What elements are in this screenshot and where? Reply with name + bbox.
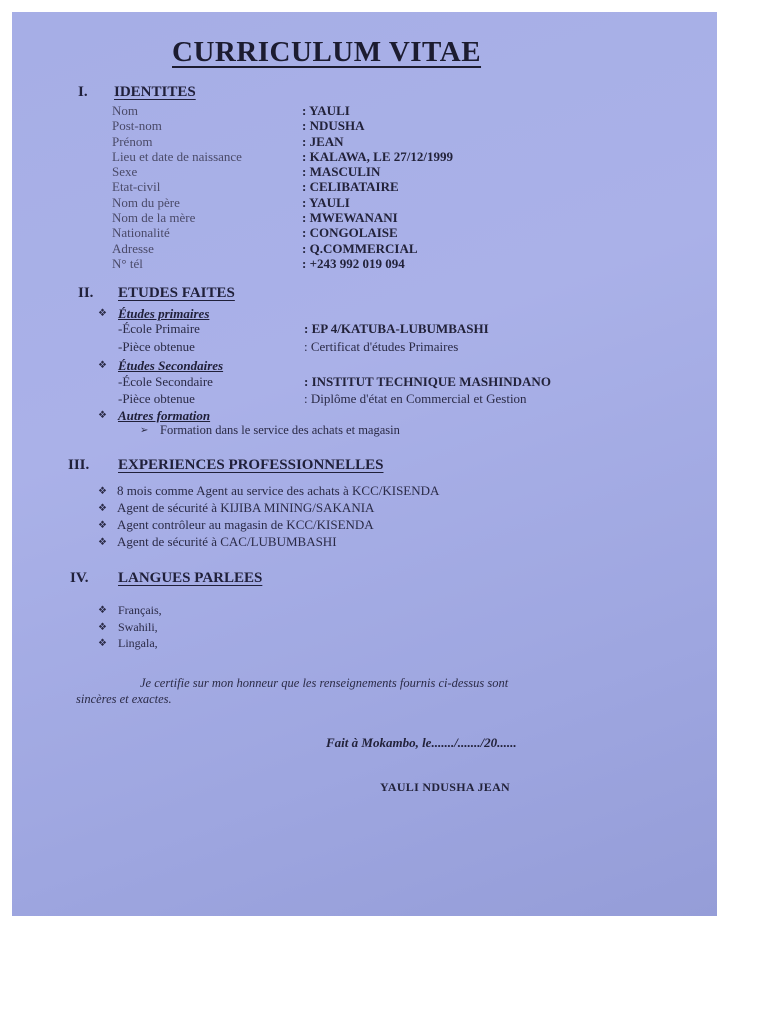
- identity-row: [12, 241, 717, 256]
- diamond-bullet-icon: ❖: [98, 520, 107, 531]
- identity-value: : CELIBATAIRE: [302, 179, 399, 195]
- identity-label: Adresse: [112, 240, 154, 256]
- certification-line: sincères et exactes.: [76, 692, 172, 706]
- page-title: CURRICULUM VITAE: [172, 36, 482, 68]
- identity-value: : MASCULIN: [302, 164, 381, 180]
- diamond-bullet-icon: ❖: [98, 622, 107, 633]
- identity-list: [12, 103, 717, 271]
- identity-label: N° tél: [112, 255, 143, 271]
- experience-item: 8 mois comme Agent au service des achats à KCC/KISENDA: [117, 483, 440, 498]
- primary-school-label: -École Primaire: [118, 321, 200, 336]
- identity-row: [12, 164, 717, 179]
- identity-row: [12, 210, 717, 225]
- identity-value: : JEAN: [302, 133, 344, 149]
- identity-value: : Q.COMMERCIAL: [302, 240, 418, 256]
- identity-label: Lieu et date de naissance: [112, 148, 242, 164]
- subsection-title-secondaires: Études Secondaires: [118, 358, 224, 373]
- section-title-identites: IDENTITES: [114, 84, 196, 100]
- identity-label: Prénom: [112, 133, 153, 149]
- secondary-diploma-label: -Pièce obtenue: [118, 391, 195, 406]
- identity-value: : YAULI: [302, 103, 350, 118]
- section-number-experiences: III.: [68, 457, 90, 473]
- diamond-bullet-icon: ❖: [98, 537, 107, 548]
- identity-value: : YAULI: [302, 194, 350, 210]
- identity-label: Nationalité: [112, 225, 170, 241]
- language-item: Français,: [118, 603, 162, 617]
- experience-item: Agent de sécurité à CAC/LUBUMBASHI: [117, 534, 337, 549]
- experience-item: Agent de sécurité à KIJIBA MINING/SAKANIA: [117, 500, 375, 515]
- diamond-bullet-icon: ❖: [98, 360, 107, 371]
- identity-row: [12, 256, 717, 271]
- identity-row: [12, 195, 717, 210]
- subsection-title-autres: Autres formation: [118, 408, 211, 423]
- arrow-bullet-icon: ➢: [140, 425, 149, 436]
- identity-value: : CONGOLAISE: [302, 225, 398, 241]
- identity-value: : MWEWANANI: [302, 210, 398, 226]
- secondary-school-label: -École Secondaire: [118, 374, 213, 389]
- cv-sheet: [12, 12, 717, 916]
- certification-line: Je certifie sur mon honneur que les renseignements fournis ci-dessus sont: [140, 676, 509, 690]
- diamond-bullet-icon: ❖: [98, 605, 107, 616]
- identity-label: Nom de la mère: [112, 210, 196, 226]
- identity-value: : +243 992 019 094: [302, 255, 405, 271]
- experience-item: Agent contrôleur au magasin de KCC/KISENDA: [117, 517, 374, 532]
- identity-label: Post-nom: [112, 118, 162, 134]
- secondary-school-value: : INSTITUT TECHNIQUE MASHINDANO: [304, 374, 551, 389]
- primary-school-value: : EP 4/KATUBA-LUBUMBASHI: [304, 321, 489, 336]
- diamond-bullet-icon: ❖: [98, 503, 107, 514]
- identity-row: [12, 179, 717, 194]
- identity-row: [12, 118, 717, 133]
- signature-name: YAULI NDUSHA JEAN: [380, 780, 511, 794]
- identity-value: : KALAWA, LE 27/12/1999: [302, 148, 453, 164]
- language-item: Swahili,: [118, 620, 158, 634]
- primary-diploma-label: -Pièce obtenue: [118, 339, 195, 354]
- diamond-bullet-icon: ❖: [98, 638, 107, 649]
- diamond-bullet-icon: ❖: [98, 308, 107, 319]
- section-number-etudes: II.: [78, 285, 94, 301]
- section-title-experiences: EXPERIENCES PROFESSIONNELLES: [118, 457, 384, 473]
- primary-diploma-value: : Certificat d'études Primaires: [304, 339, 459, 354]
- diamond-bullet-icon: ❖: [98, 410, 107, 421]
- identity-row: [12, 134, 717, 149]
- identity-label: Etat-civil: [112, 179, 161, 195]
- section-title-langues: LANGUES PARLEES: [118, 570, 263, 586]
- section-title-etudes: ETUDES FAITES: [118, 285, 235, 301]
- identity-label: Nom: [112, 103, 138, 118]
- section-number-identites: I.: [78, 84, 88, 100]
- identity-label: Sexe: [112, 164, 138, 180]
- diamond-bullet-icon: ❖: [98, 486, 107, 497]
- identity-row: [12, 149, 717, 164]
- training-item: Formation dans le service des achats et magasin: [160, 423, 400, 437]
- subsection-title-primaires: Études primaires: [118, 306, 210, 321]
- identity-row: [12, 103, 717, 118]
- section-number-langues: IV.: [70, 570, 89, 586]
- identity-label: Nom du père: [112, 194, 180, 210]
- document-photo: [12, 12, 717, 916]
- identity-value: : NDUSHA: [302, 118, 365, 134]
- language-item: Lingala,: [118, 636, 158, 650]
- place-date-line: Fait à Mokambo, le......./......./20......: [326, 735, 517, 750]
- identity-row: [12, 225, 717, 240]
- secondary-diploma-value: : Diplôme d'état en Commercial et Gestion: [304, 391, 527, 406]
